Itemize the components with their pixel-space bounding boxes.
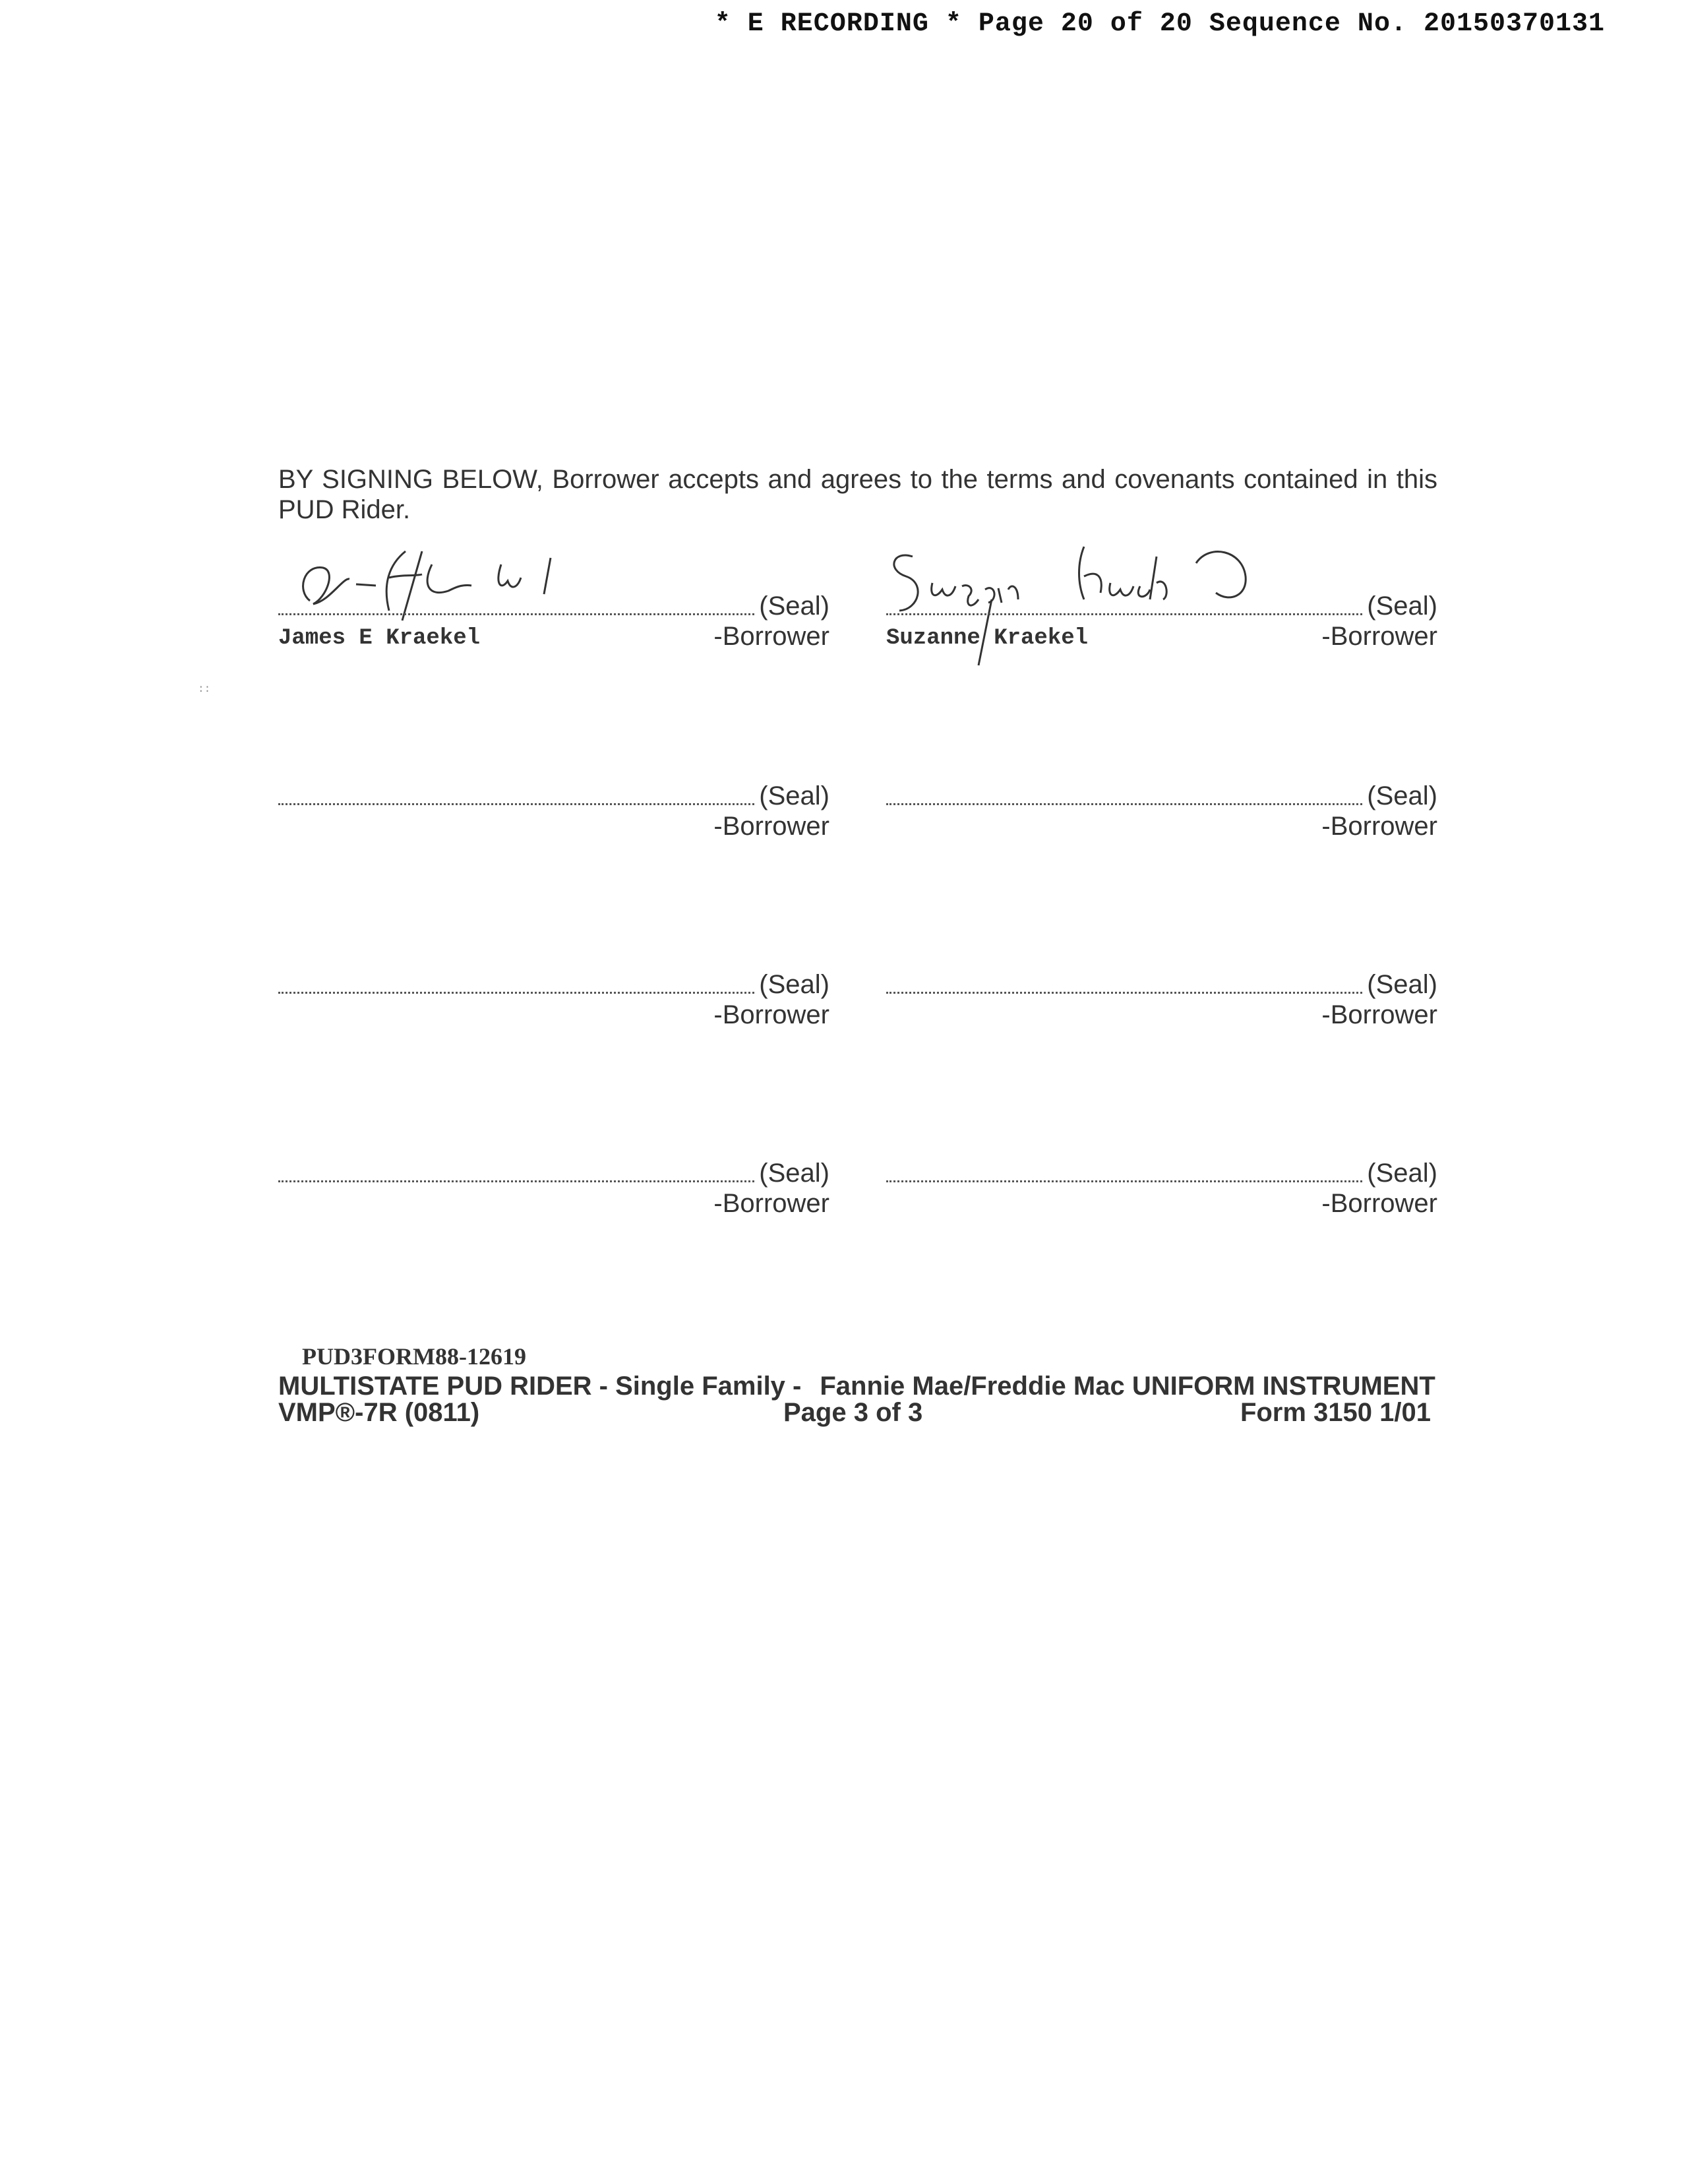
seal-label: (Seal)	[1367, 592, 1437, 621]
signature-block	[278, 969, 829, 1035]
intro-paragraph: BY SIGNING BELOW, Borrower accepts and agrees to the terms and covenants contained in this PUD Rider.	[278, 465, 1437, 524]
borrower-label: -Borrower	[1321, 1000, 1437, 1029]
footer-title-line	[278, 1372, 1435, 1401]
signature-block	[278, 781, 829, 847]
signer-name: James E Kraekel	[278, 626, 481, 651]
handwritten-signature-james	[290, 538, 593, 624]
form-code: PUD3FORM88-12619	[302, 1343, 526, 1370]
signer-name: Suzanne Kraekel	[886, 626, 1089, 651]
signature-row-4	[278, 1158, 1437, 1224]
scan-artifact: ::	[198, 683, 211, 695]
seal-label: (Seal)	[759, 781, 829, 810]
borrower-label: -Borrower	[713, 1000, 829, 1029]
signature-line	[886, 613, 1362, 615]
signature-row-1	[278, 591, 1437, 657]
signature-line	[278, 613, 754, 615]
signature-line	[886, 992, 1362, 994]
seal-label: (Seal)	[1367, 1159, 1437, 1188]
form-number: Form 3150 1/01	[1240, 1398, 1431, 1427]
signature-line	[886, 1180, 1362, 1182]
signature-row-3	[278, 969, 1437, 1035]
seal-label: (Seal)	[759, 1159, 829, 1188]
signature-block	[886, 591, 1437, 657]
signature-block	[886, 1158, 1437, 1224]
signature-block	[278, 1158, 829, 1224]
vmp-code: VMP®-7R (0811)	[278, 1398, 480, 1427]
signature-line	[278, 1180, 754, 1182]
seal-label: (Seal)	[1367, 970, 1437, 999]
page-number: Page 3 of 3	[783, 1398, 923, 1427]
borrower-label: -Borrower	[713, 1189, 829, 1218]
borrower-label: -Borrower	[1321, 812, 1437, 841]
borrower-label: -Borrower	[1321, 622, 1437, 651]
borrower-label: -Borrower	[713, 812, 829, 841]
signature-line	[278, 803, 754, 805]
borrower-label: -Borrower	[713, 622, 829, 651]
seal-label: (Seal)	[759, 592, 829, 621]
borrower-label: -Borrower	[1321, 1189, 1437, 1218]
signature-block	[886, 969, 1437, 1035]
recording-header: * E RECORDING * Page 20 of 20 Sequence No. 20150370131	[714, 9, 1605, 39]
footer-title: MULTISTATE PUD RIDER - Single Family -	[278, 1372, 802, 1401]
signature-block	[278, 591, 829, 657]
signature-block	[886, 781, 1437, 847]
signature-line	[886, 803, 1362, 805]
seal-label: (Seal)	[759, 970, 829, 999]
signature-row-2	[278, 781, 1437, 847]
signature-line	[278, 992, 754, 994]
seal-label: (Seal)	[1367, 781, 1437, 810]
footer-subtitle: Fannie Mae/Freddie Mac UNIFORM INSTRUMENT	[820, 1372, 1435, 1401]
